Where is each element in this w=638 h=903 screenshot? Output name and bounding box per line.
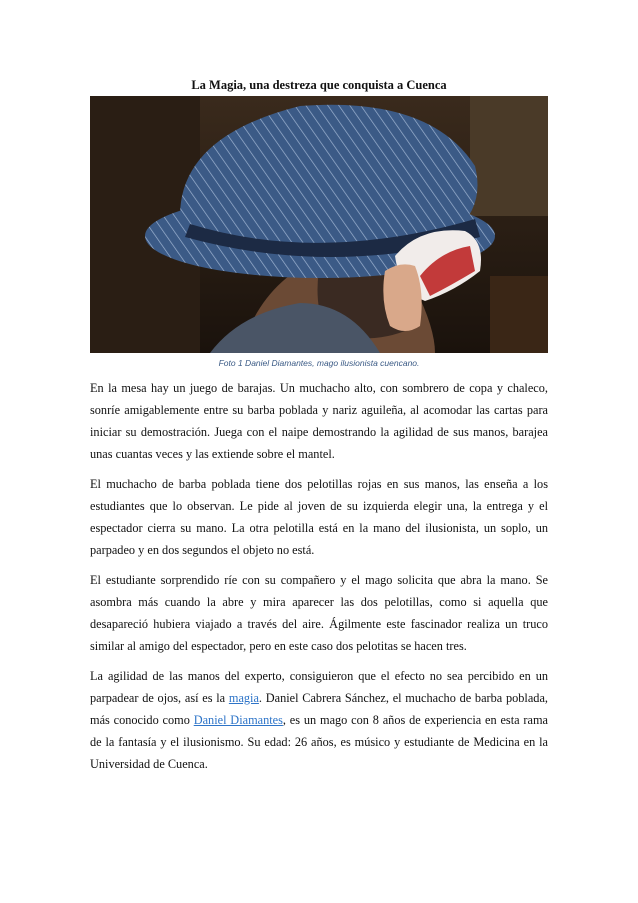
- article-title: La Magia, una destreza que conquista a Cuenca: [191, 78, 447, 92]
- photo-caption: Foto 1 Daniel Diamantes, mago ilusionista cuencano.: [218, 358, 420, 368]
- paragraph-4: [90, 665, 548, 775]
- paragraph-2: El muchacho de barba poblada tiene dos pelotillas rojas en sus manos, las enseña a los estudiantes que lo observan. Le pide al joven de su izquierda elegir una, la entrega y el espectador cierra su mano. La otra pelotilla está en la mano del ilusionista, un soplo, un parpadeo y en dos segundos el objeto no está.: [90, 477, 548, 557]
- paragraph-4-text-1: La agilidad de las manos del experto, consiguieron que el efecto no sea percibido en un parpadear de ojos, así es la: [90, 669, 548, 705]
- paragraph-3: El estudiante sorprendido ríe con su compañero y el mago solicita que abra la mano. Se asombra más cuando la abre y mira aparecer las dos pelotillas, como si aquella que desapareció hubiera viajado a través del aire. Ágilmente este fascinador realiza un truco similar al amigo del espectador, pero en este caso dos pelotitas se hacen tres.: [90, 573, 548, 653]
- paragraph-4-text-3: , es un mago con 8 años de experiencia en esta rama de la fantasía y el ilusionismo. Su edad: 26 años, es músico y estudiante de Medicina en la Universidad de Cuenca.: [90, 713, 548, 771]
- daniel-diamantes-link[interactable]: Daniel Diamantes: [193, 713, 283, 727]
- article-body: [90, 377, 548, 783]
- magia-link[interactable]: magia: [228, 691, 259, 705]
- paragraph-4-text-2: . Daniel Cabrera Sánchez, el muchacho de barba poblada, más conocido como: [90, 691, 548, 727]
- magician-photo: [90, 96, 548, 353]
- paragraph-1: En la mesa hay un juego de barajas. Un muchacho alto, con sombrero de copa y chaleco, sonríe amigablemente entre su barba poblada y nariz aguileña, al acomodar las cartas para iniciar su demostración. Juega con el naipe demostrando la agilidad de sus manos, barajea unas cuantas veces y las extiende sobre el mantel.: [90, 381, 548, 461]
